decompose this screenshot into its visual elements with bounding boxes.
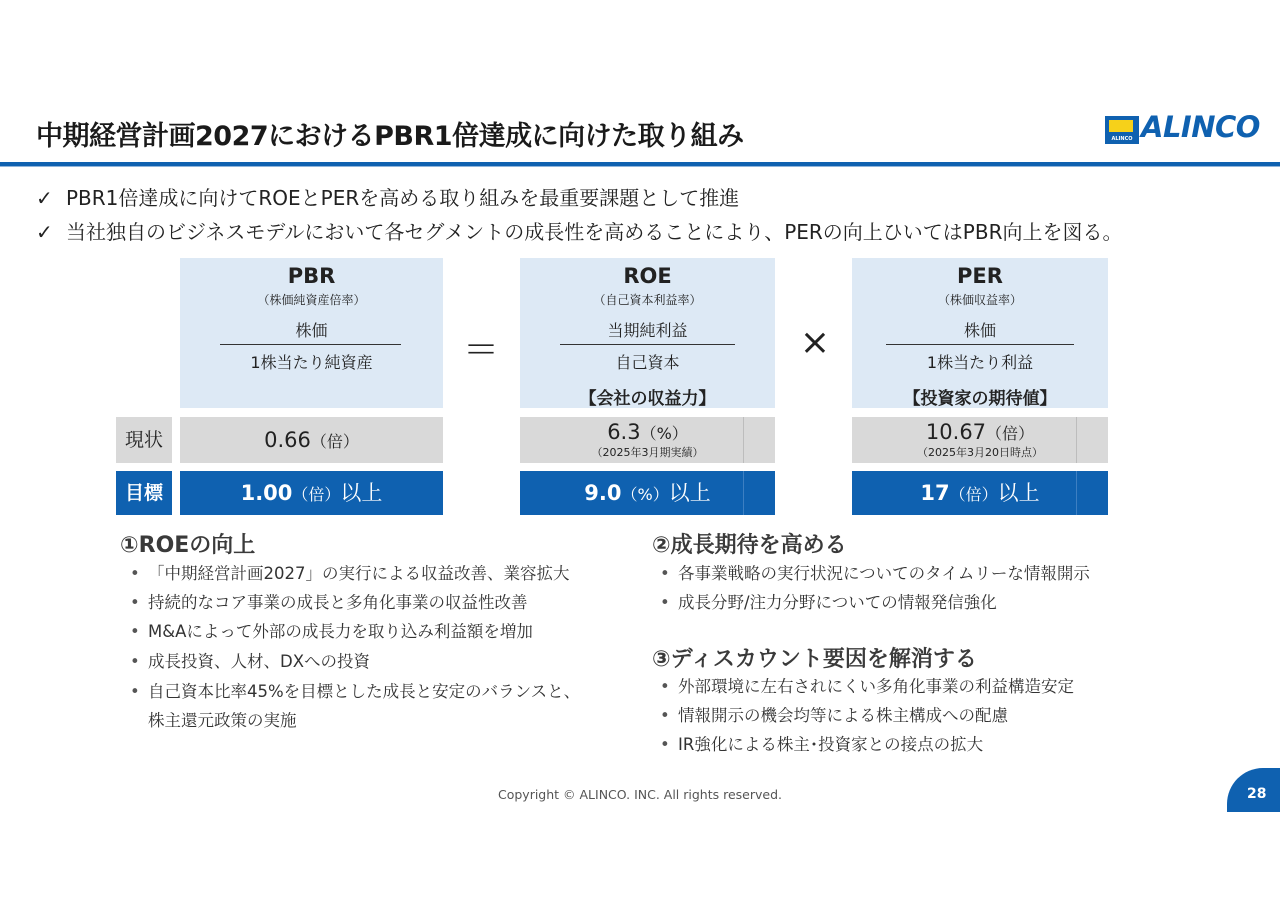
check-icon: ✓ <box>36 186 53 210</box>
per-target-value: 17 <box>920 481 950 505</box>
page-title: 中期経営計画2027におけるPBR1倍達成に向けた取り組み <box>36 121 744 152</box>
roe-target-value: 9.0 <box>584 481 622 505</box>
target-label: 目標 <box>116 471 172 515</box>
pbr-current: 0.66（倍） <box>180 417 443 463</box>
check-icon: ✓ <box>36 220 53 244</box>
list-item: • 持続的なコア事業の成長と多角化事業の収益性改善 <box>130 593 528 612</box>
pbr-formula-box <box>180 258 443 408</box>
list-item: • 外部環境に左右されにくい多角化事業の利益構造安定 <box>660 677 1074 696</box>
list-item: • 情報開示の機会均等による株主構成への配慮 <box>660 706 1008 725</box>
per-heading: PER <box>957 264 1003 288</box>
list-item: • 各事業戦略の実行状況についてのタイムリーな情報開示 <box>660 564 1090 583</box>
per-formula-box <box>852 258 1108 408</box>
roe-denominator: 自己資本 <box>615 353 680 372</box>
pbr-target-value: 1.00 <box>240 481 293 505</box>
pbr-current-value: 0.66 <box>264 428 311 452</box>
list-item: • 自己資本比率45%を目標とした成長と安定のバランスと、 <box>130 682 581 701</box>
roe-heading: ROE <box>623 264 672 288</box>
fraction-bar <box>220 344 401 345</box>
section-heading-roe: ①ROEの向上 <box>120 533 256 558</box>
per-current-note: （2025年3月20日時点） <box>917 446 1043 459</box>
alinco-logo <box>1105 110 1261 146</box>
roe-current-note: （2025年3月期実績） <box>591 446 704 459</box>
per-subtitle: （株価収益率） <box>937 293 1022 307</box>
roe-formula-box <box>520 258 775 408</box>
pbr-heading: PBR <box>287 264 336 288</box>
roe-subtitle: （自己資本利益率） <box>593 293 702 307</box>
per-current-value: 10.67 <box>925 420 987 444</box>
page-number-badge <box>1227 768 1280 812</box>
list-item: • 「中期経営計画2027」の実行による収益改善、業容拡大 <box>130 564 570 583</box>
list-item-continuation: 株主還元政策の実施 <box>148 711 297 730</box>
section-heading-growth: ②成長期待を高める <box>652 533 847 558</box>
equals-sign: ＝ <box>462 330 499 371</box>
list-item: • 成長投資、人材、DXへの投資 <box>130 652 371 671</box>
times-sign: × <box>799 322 831 363</box>
per-current: 10.67（倍） （2025年3月20日時点） <box>852 417 1108 463</box>
roe-target: 9.0（%）以上 <box>520 471 775 515</box>
roe-current: 6.3（%） （2025年3月期実績） <box>520 417 775 463</box>
per-target: 17（倍）以上 <box>852 471 1108 515</box>
per-tag: 【投資家の期待値】 <box>903 389 1057 409</box>
page-number: 28 <box>1247 786 1267 802</box>
logo-mark-icon: ALINCO <box>1105 116 1139 144</box>
logo-wordmark: ALINCO <box>1141 110 1260 144</box>
roe-numerator: 当期純利益 <box>607 321 688 340</box>
pbr-numerator: 株価 <box>295 321 328 340</box>
section-heading-discount: ③ディスカウント要因を解消する <box>652 647 977 672</box>
per-denominator: 1株当たり利益 <box>926 353 1034 372</box>
list-item: • 成長分野/注力分野についての情報発信強化 <box>660 593 997 612</box>
key-point: ✓ 当社独自のビジネスモデルにおいて各セグメントの成長性を高めることにより、PERの向上ひいてはPBR向上を図る。 <box>36 220 1123 244</box>
key-point: ✓ PBR1倍達成に向けてROEとPERを高める取り組みを最重要課題として推進 <box>36 186 740 210</box>
per-numerator: 株価 <box>963 321 996 340</box>
fraction-bar <box>560 344 735 345</box>
current-label: 現状 <box>116 417 172 463</box>
fraction-bar <box>886 344 1074 345</box>
pbr-subtitle: （株価純資産倍率） <box>257 293 366 307</box>
pbr-target: 1.00（倍）以上 <box>180 471 443 515</box>
roe-current-value: 6.3 <box>607 420 641 444</box>
pbr-denominator: 1株当たり純資産 <box>250 353 373 372</box>
list-item: • IR強化による株主･投資家との接点の拡大 <box>660 735 984 754</box>
list-item: • M&Aによって外部の成長力を取り込み利益額を増加 <box>130 622 533 641</box>
copyright-text: Copyright © ALINCO. INC. All rights reserved. <box>497 787 782 802</box>
roe-tag: 【会社の収益力】 <box>579 389 716 409</box>
